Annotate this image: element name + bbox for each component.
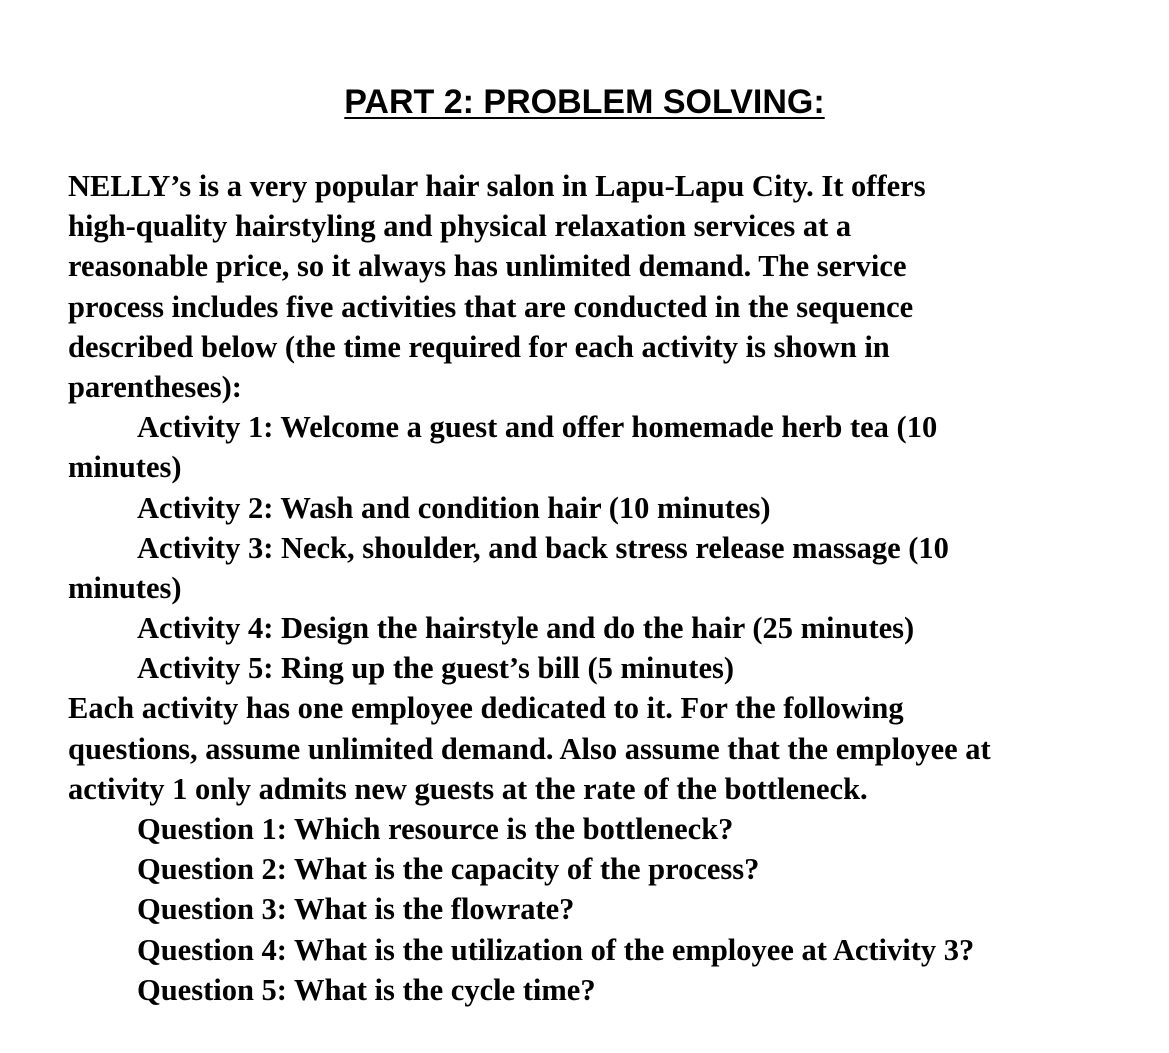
intro-line: process includes five activities that are conducted in the sequence: [68, 289, 914, 324]
question-2: Question 2: What is the capacity of the process?: [137, 852, 760, 887]
activity-1-continuation: minutes): [68, 450, 182, 485]
activity-1-line: Activity 1: Welcome a guest and offer homemade herb tea (10: [137, 410, 938, 445]
intro-line: parentheses):: [68, 369, 242, 404]
intro-line: high-quality hairstyling and physical relaxation services at a: [68, 209, 852, 244]
assumption-line: activity 1 only admits new guests at the rate of the bottleneck.: [68, 771, 868, 806]
activity-2-line: Activity 2: Wash and condition hair (10 minutes): [137, 490, 771, 525]
intro-line: described below (the time required for each activity is shown in: [68, 329, 890, 364]
question-4: Question 4: What is the utilization of the employee at Activity 3?: [137, 932, 975, 967]
activity-5-line: Activity 5: Ring up the guest’s bill (5 minutes): [137, 651, 735, 686]
intro-line: reasonable price, so it always has unlimited demand. The service: [68, 249, 907, 284]
activity-3-line: Activity 3: Neck, shoulder, and back stress release massage (10: [137, 530, 949, 565]
assumption-line: Each activity has one employee dedicated to it. For the following: [68, 691, 904, 726]
assumption-line: questions, assume unlimited demand. Also assume that the employee at: [68, 731, 991, 766]
question-3: Question 3: What is the flowrate?: [137, 892, 575, 927]
intro-line: NELLY’s is a very popular hair salon in Lapu-Lapu City. It offers: [68, 169, 926, 203]
question-5: Question 5: What is the cycle time?: [137, 972, 596, 1007]
page-title: PART 2: PROBLEM SOLVING:: [344, 83, 825, 121]
problem-text: [68, 166, 1128, 1010]
activity-4-line: Activity 4: Design the hairstyle and do the hair (25 minutes): [137, 611, 915, 646]
question-1: Question 1: Which resource is the bottleneck?: [137, 812, 734, 846]
activity-3-continuation: minutes): [68, 570, 182, 605]
